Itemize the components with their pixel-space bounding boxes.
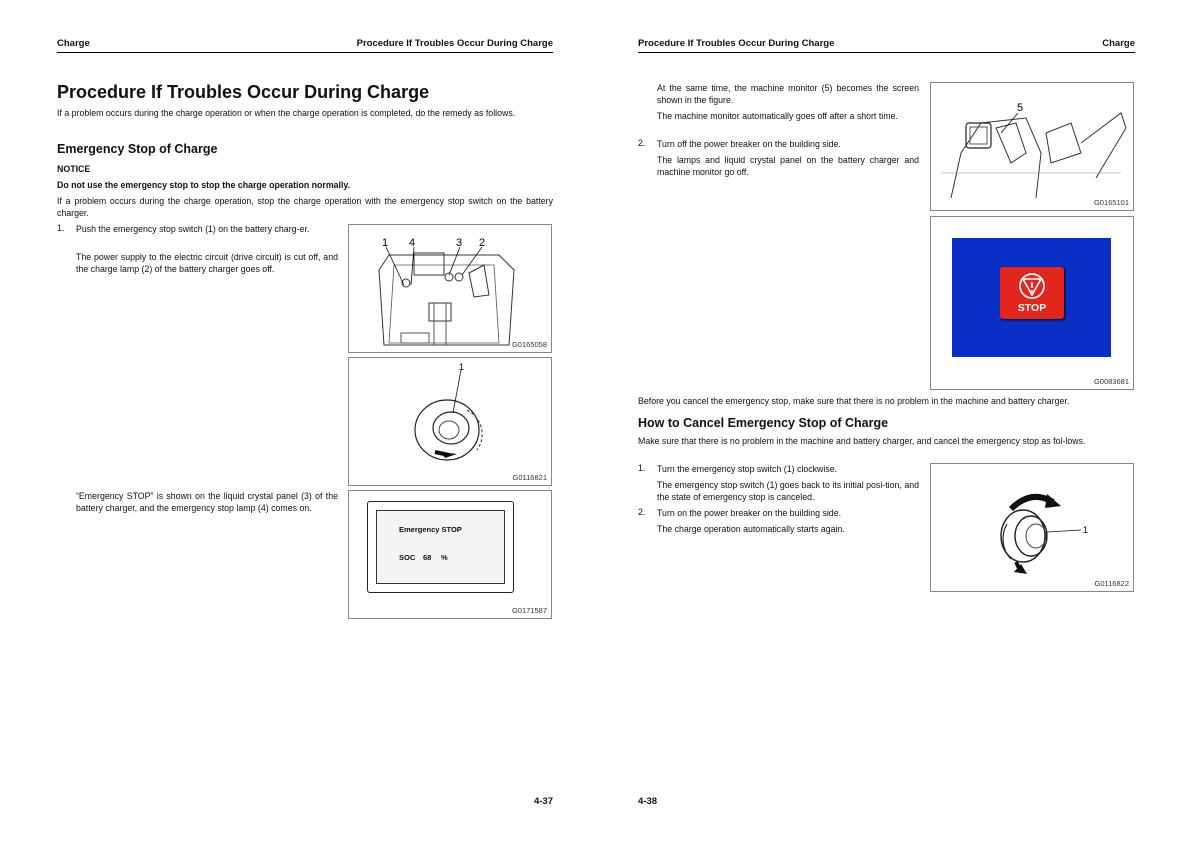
cancel-step2-detail: The charge operation automatically starts again.	[657, 524, 845, 534]
lcd-bezel	[367, 501, 514, 593]
step-number: 1.	[638, 463, 646, 473]
fig4-label-5: 5	[1017, 102, 1024, 114]
step-number: 2.	[638, 507, 646, 517]
figure-stop-switch-turn	[930, 463, 1134, 592]
step1-detail: The power supply to the electric circuit (drive circuit) is cut off, and the charge lamp (2) of the battery charger goes off.	[76, 252, 338, 274]
soc-label: SOC	[399, 553, 416, 562]
header-right-text: Charge	[1102, 38, 1135, 49]
figure-battery-charger	[348, 224, 552, 353]
figure-code: G0116821	[512, 473, 547, 482]
step2-detail: The lamps and liquid crystal panel on the battery charger and machine monitor go off.	[657, 155, 919, 177]
fig1-label-4: 4	[409, 237, 416, 249]
cancel-step1-detail: The emergency stop switch (1) goes back to its initial posi-tion, and the state of emergency stop is canceled.	[657, 480, 919, 502]
figure-lcd-panel	[348, 490, 552, 619]
figure-code: G0165058	[511, 340, 547, 349]
right-page	[638, 0, 1135, 842]
page-number: 4-38	[638, 796, 658, 807]
monitor-paragraph: At the same time, the machine monitor (5) becomes the screen shown in the figure.	[657, 83, 919, 105]
stop-screen	[952, 238, 1111, 357]
stop-label: STOP	[1017, 302, 1047, 314]
switch-turn-illustration	[931, 464, 1133, 591]
page-title: Procedure If Troubles Occur During Charge	[57, 82, 430, 102]
header-left-text: Charge	[57, 38, 90, 49]
header-right-text: Procedure If Troubles Occur During Charge	[356, 38, 553, 49]
fig2-label-1: 1	[459, 362, 465, 372]
figure-code: G0083681	[1093, 377, 1129, 386]
lcd-screen	[376, 510, 505, 584]
right-header	[638, 36, 1135, 53]
figure-machine-monitor	[930, 82, 1134, 211]
figure-code: G0171587	[511, 606, 547, 615]
notice-text: Do not use the emergency stop to stop the charge operation normally.	[57, 180, 351, 190]
step-number: 2.	[638, 138, 646, 148]
step2-text: Turn off the power breaker on the building side.	[657, 139, 841, 149]
fig1-label-3: 3	[456, 237, 463, 249]
stop-button	[1000, 267, 1064, 319]
lcd-title: Emergency STOP	[399, 525, 462, 534]
cancel-step2-text: Turn on the power breaker on the building side.	[657, 508, 842, 518]
soc-value: 68	[423, 553, 432, 562]
left-header	[57, 36, 553, 53]
figure-stop-screen	[930, 216, 1134, 390]
cancel-intro: Make sure that there is no problem in the machine and battery charger, and cancel the emergency stop as fol-lows.	[638, 436, 1086, 446]
step1-text: Push the emergency stop switch (1) on the battery charg-er.	[76, 224, 310, 234]
page-number: 4-37	[533, 796, 553, 807]
figure-code: G0165101	[1093, 198, 1129, 207]
step-number: 1.	[57, 223, 65, 233]
charger-illustration	[349, 225, 551, 352]
machine-monitor-illustration	[931, 83, 1133, 210]
section-heading-emergency-stop: Emergency Stop of Charge	[57, 142, 218, 156]
fig1-label-1: 1	[382, 237, 389, 249]
left-page	[57, 0, 553, 842]
notice-label: NOTICE	[57, 164, 91, 174]
intro-text: If a problem occurs during the charge operation or when the charge operation is completed, do the remedy as follows.	[57, 108, 516, 118]
notice-body: If a problem occurs during the charge operation, stop the charge operation with the emergency stop switch on the battery charger.	[57, 196, 553, 218]
section-heading-cancel: How to Cancel Emergency Stop of Charge	[638, 416, 889, 430]
header-left-text: Procedure If Troubles Occur During Charge	[638, 38, 835, 49]
cancel-step1-text: Turn the emergency stop switch (1) clockwise.	[657, 464, 838, 474]
figure-code: G0116822	[1094, 579, 1129, 588]
before-cancel-text: Before you cancel the emergency stop, make sure that there is no problem in the machine and battery charger.	[638, 396, 1070, 406]
switch-press-illustration	[349, 358, 551, 485]
step1-detail2: “Emergency STOP” is shown on the liquid crystal panel (3) of the battery charger, and the emergency stop lamp (4) comes on.	[76, 491, 338, 513]
fig1-label-2: 2	[479, 237, 486, 249]
fig6-label-1: 1	[1083, 525, 1089, 535]
soc-unit: %	[441, 553, 448, 562]
figure-stop-switch-press	[348, 357, 552, 486]
monitor-off-paragraph: The machine monitor automatically goes off after a short time.	[657, 111, 898, 121]
